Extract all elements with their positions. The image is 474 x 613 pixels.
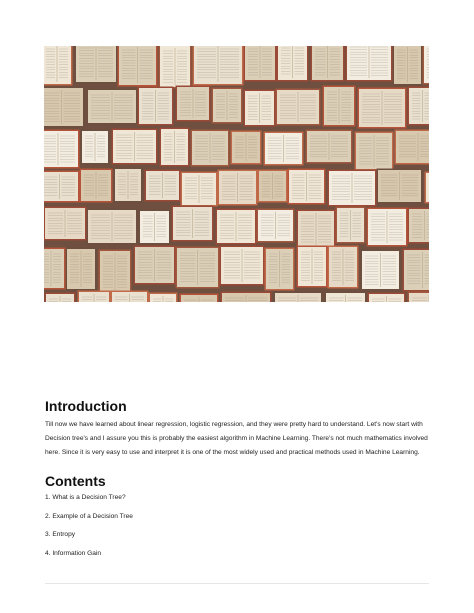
- toc-item-example[interactable]: 2. Example of a Decision Tree: [45, 512, 133, 520]
- section-divider: [45, 583, 429, 584]
- toc-item-decision-tree[interactable]: 1. What is a Decision Tree?: [45, 494, 126, 501]
- open-books-collage: [44, 46, 429, 302]
- intro-paragraph: Till now we have learned about linear regression, logistic regression, and they were pretty hard to understand. Let's now start with Decision tree's and I assure you this is probably the easiest algorithm in Machine Learning. There's not much mathematics involved here. Since it is very easy to use and interpret it is one of the most widely used and practical methods used in Machine Learning.: [45, 421, 428, 456]
- toc-item-entropy[interactable]: 3. Entropy: [45, 531, 76, 539]
- toc-item-information-gain[interactable]: 4. Information Gain: [45, 550, 102, 558]
- table-of-contents: [45, 492, 133, 567]
- hero-image-open-books: [44, 46, 429, 302]
- intro-heading: Introduction: [45, 398, 127, 414]
- contents-heading: Contents: [45, 473, 106, 489]
